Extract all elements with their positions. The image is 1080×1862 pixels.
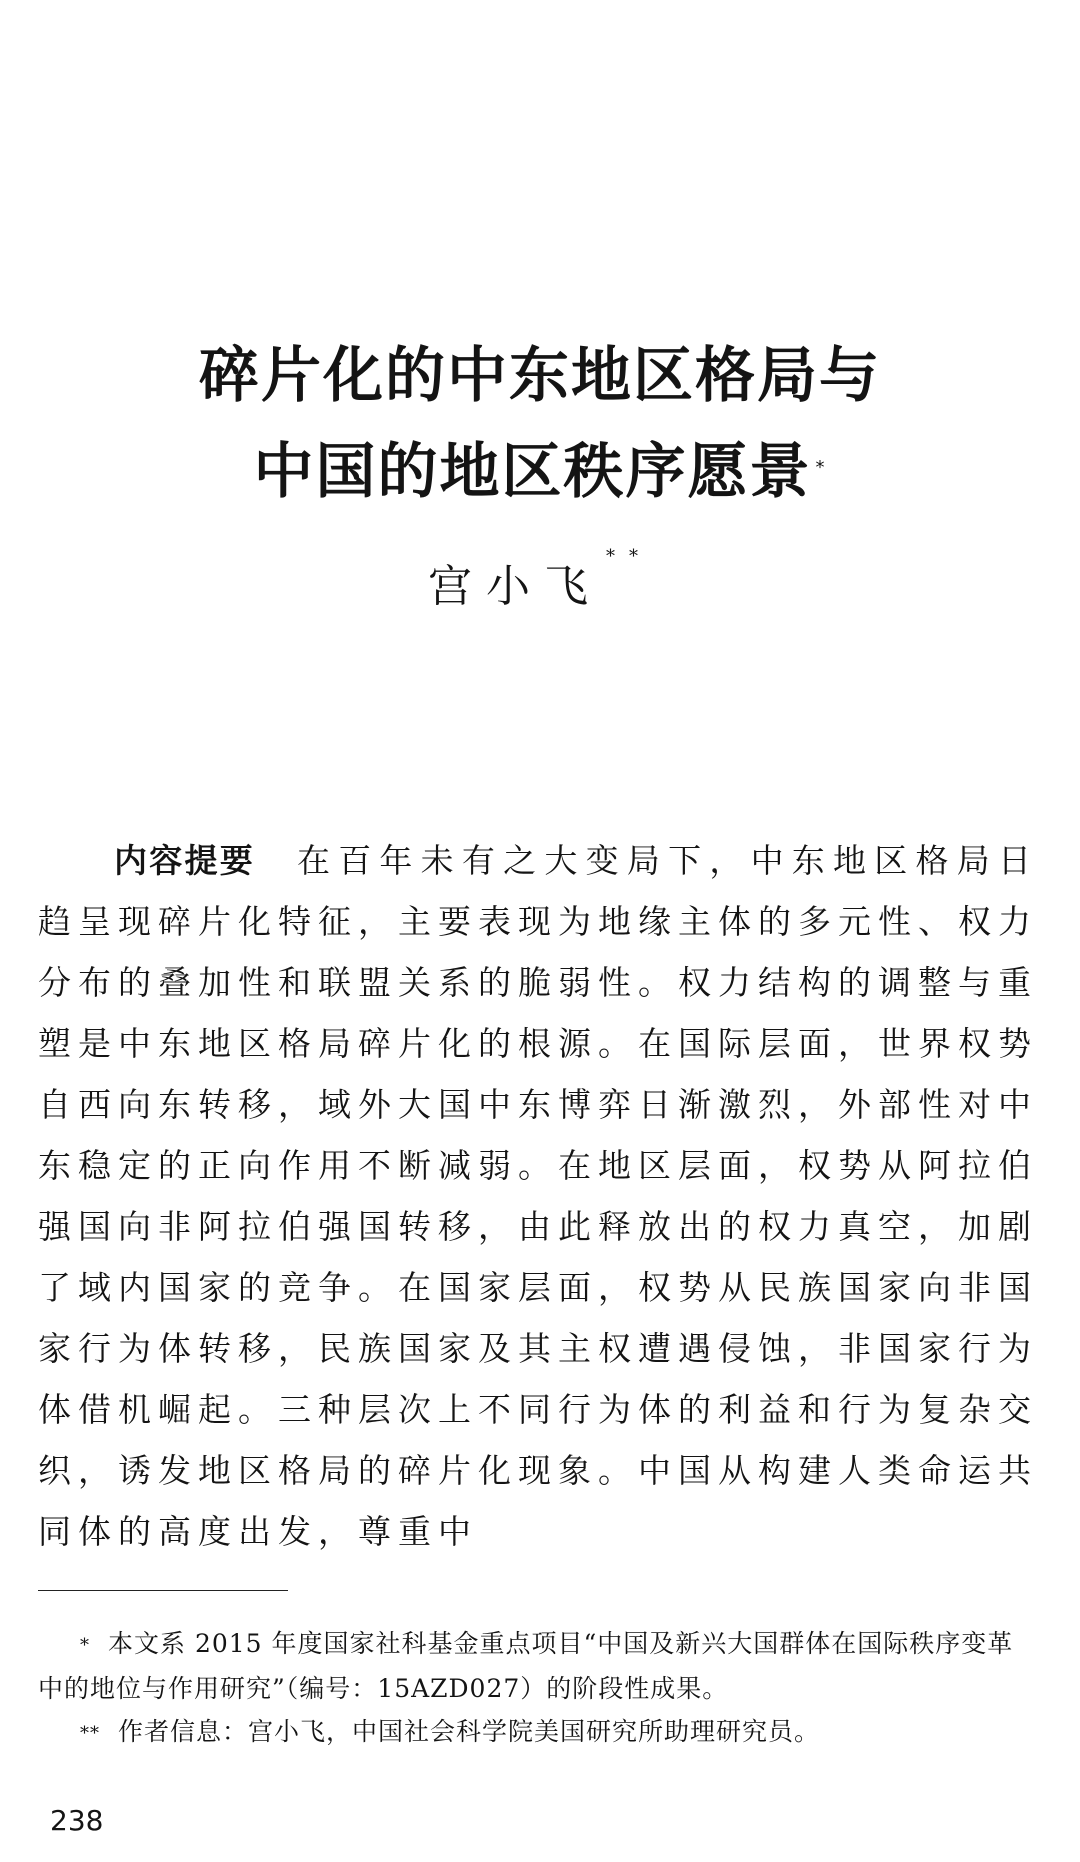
- title-footnote-mark: *: [815, 457, 827, 478]
- title-line-2-text: 中国的地区秩序愿景: [253, 437, 812, 507]
- author-footnote-mark: **: [606, 546, 652, 567]
- title-line-2: [0, 424, 1080, 520]
- footnote-divider: [38, 1590, 288, 1591]
- article-title: [0, 328, 1080, 520]
- footnote-1-mark: *: [80, 1635, 90, 1656]
- author-byline: [0, 546, 1080, 614]
- footnotes: [38, 1622, 1038, 1755]
- page-number: 238: [50, 1804, 104, 1837]
- abstract: [38, 830, 1038, 1562]
- title-line-1: [0, 328, 1080, 424]
- footnote-1-text: 本文系 2015 年度国家社科基金重点项目“中国及新兴大国群体在国际秩序变革中的地位与作用研究”（编号：15AZD027）的阶段性成果。: [38, 1629, 1014, 1703]
- footnote-2: [38, 1710, 1038, 1755]
- footnote-2-mark: **: [80, 1723, 100, 1744]
- author-name: 宫小飞: [428, 561, 602, 612]
- footnote-2-text: 作者信息：宫小飞，中国社会科学院美国研究所助理研究员。: [118, 1717, 821, 1746]
- abstract-text: 在百年未有之大变局下，中东地区格局日趋呈现碎片化特征，主要表现为地缘主体的多元性、权力分布的叠加性和联盟关系的脆弱性。权力结构的调整与重塑是中东地区格局碎片化的根源。在国际层面，世界权势自西向东转移，域外大国中东博弈日渐激烈，外部性对中东稳定的正向作用不断减弱。在地区层面，权势从阿拉伯强国向非阿拉伯强国转移，由此释放出的权力真空，加剧了域内国家的竞争。在国家层面，权势从民族国家向非国家行为体转移，民族国家及其主权遭遇侵蚀，非国家行为体借机崛起。三种层次上不同行为体的利益和行为复杂交织，诱发地区格局的碎片化现象。中国从构建人类命运共同体的高度出发，尊重中: [38, 841, 1039, 1551]
- abstract-label: 内容提要: [114, 841, 255, 880]
- footnote-1: [38, 1622, 1038, 1710]
- title-line-1-text: 碎片化的中东地区格局与: [199, 341, 881, 411]
